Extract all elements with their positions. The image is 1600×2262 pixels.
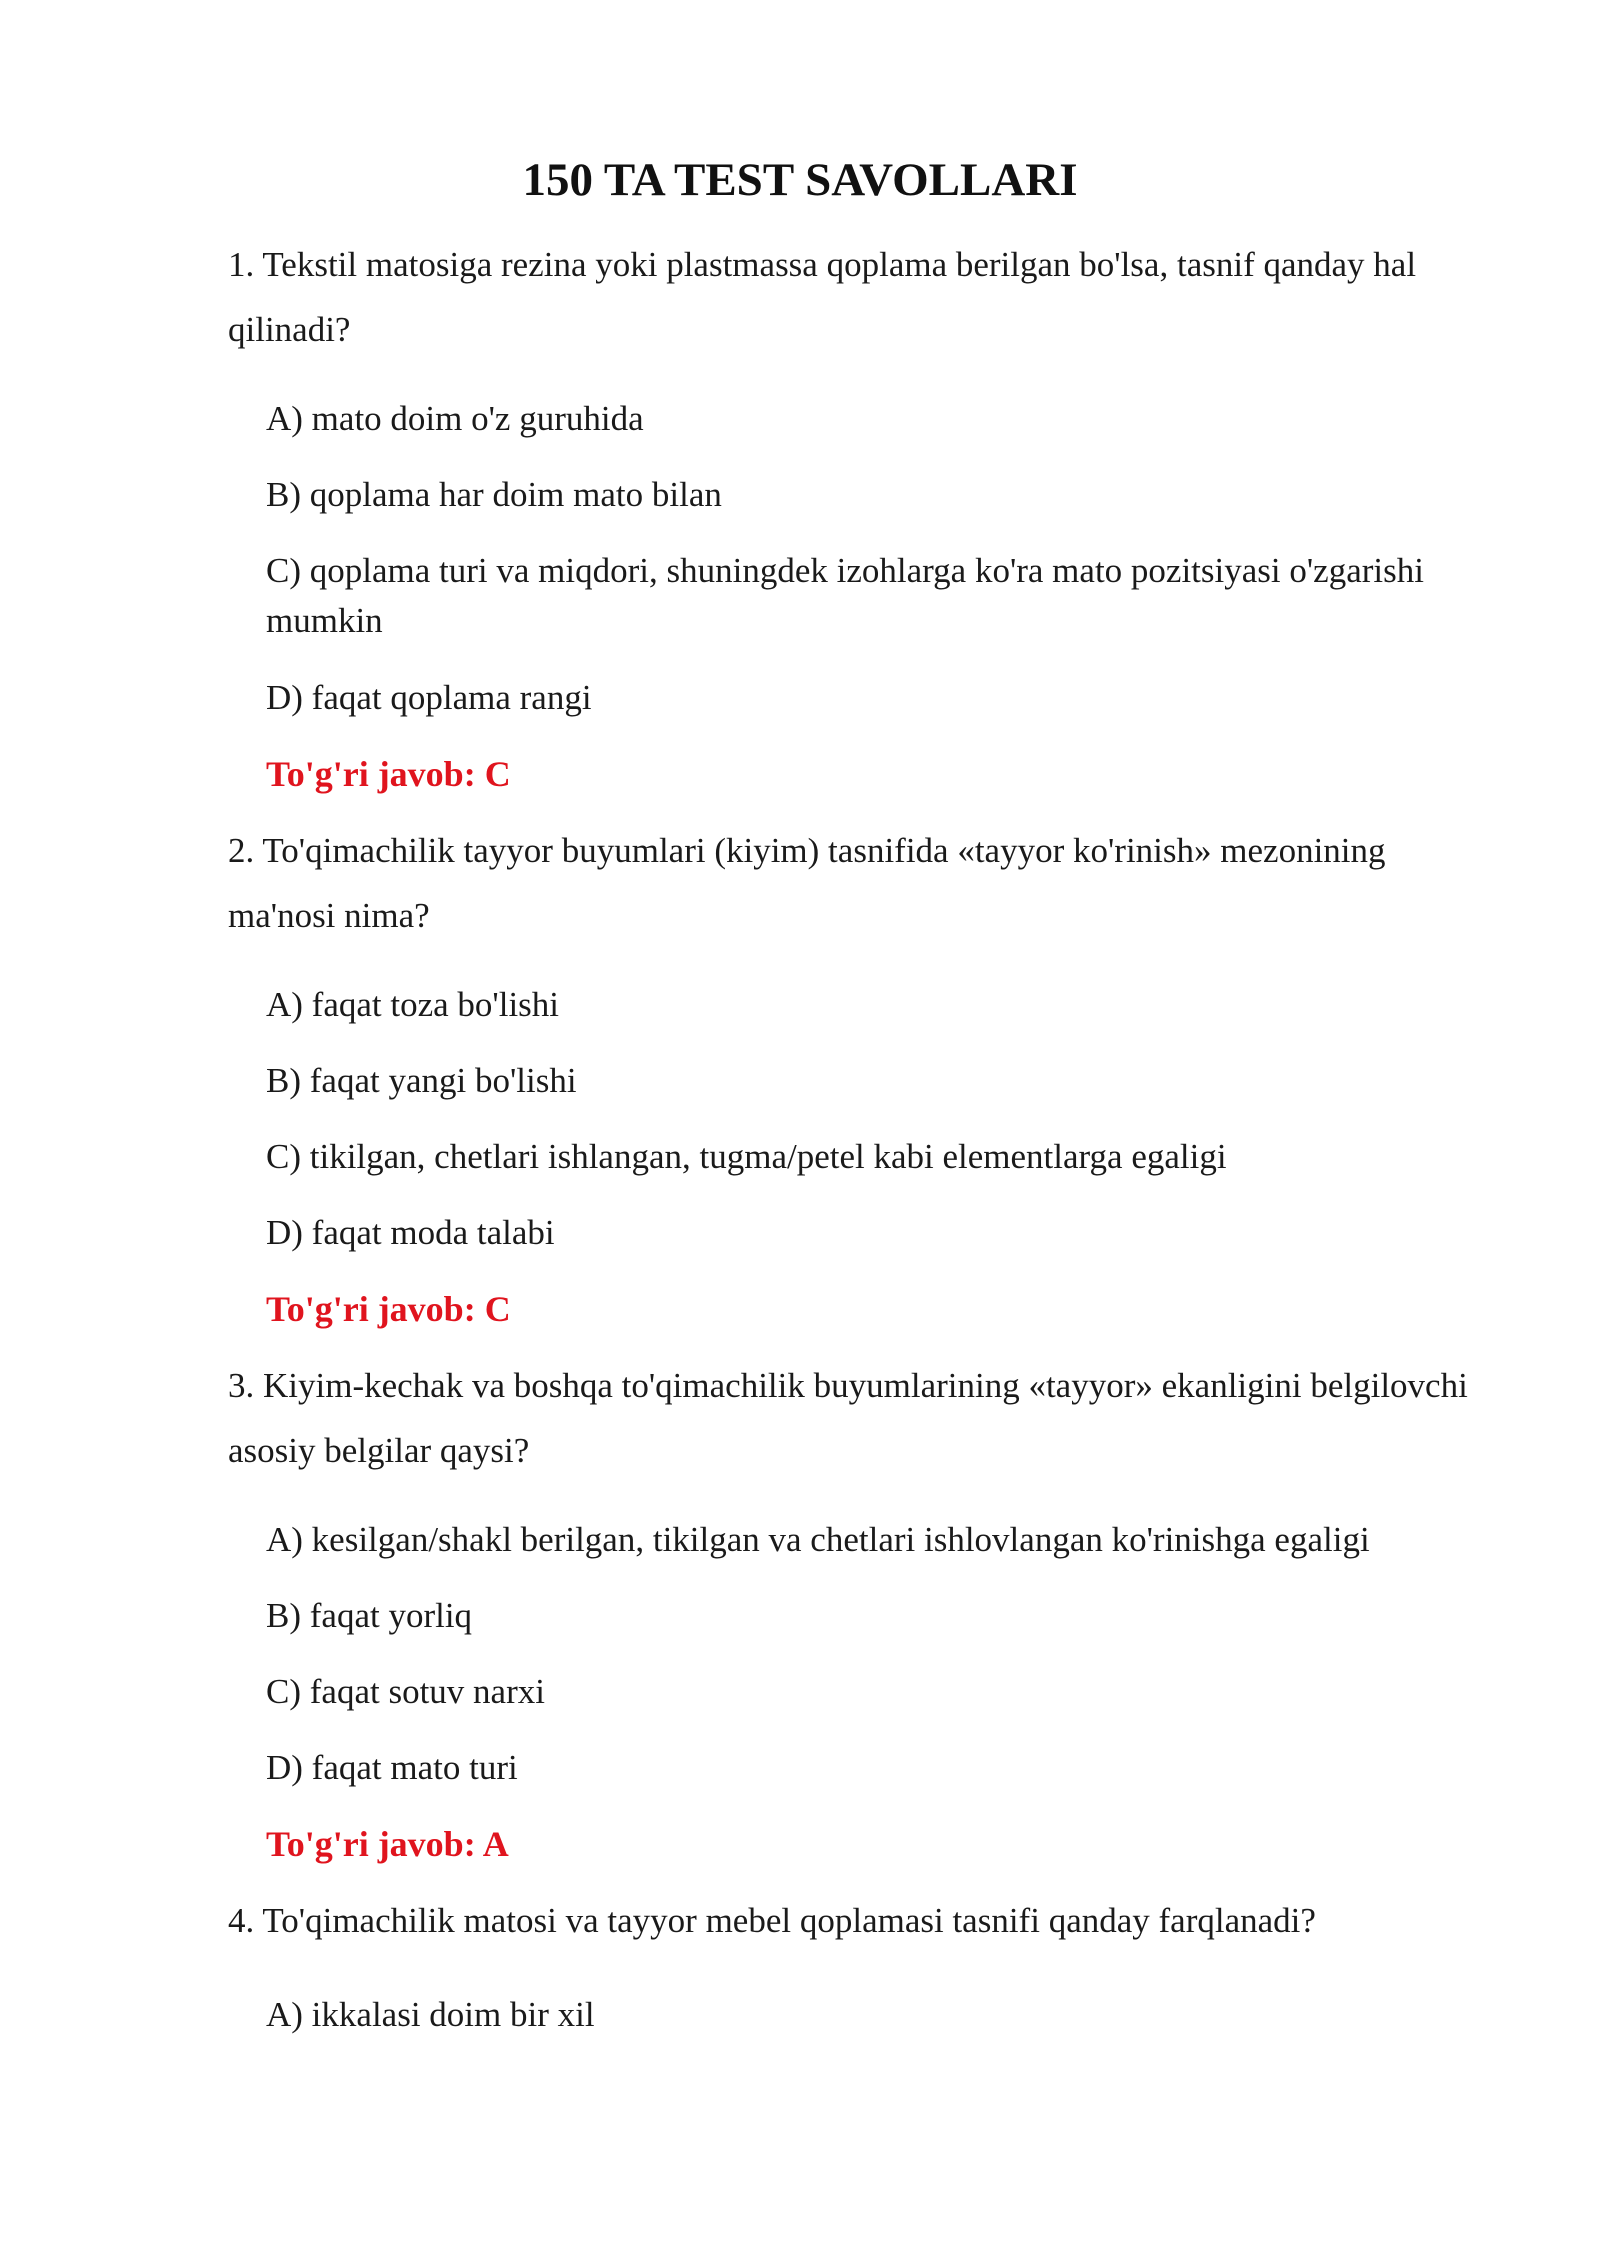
- question-2-option-a: A) faqat toza bo'lishi: [266, 985, 560, 1024]
- question-3-option-c: C) faqat sotuv narxi: [266, 1672, 545, 1711]
- question-1-option-a: A) mato doim o'z guruhida: [266, 399, 644, 438]
- question-2-option-c: C) tikilgan, chetlari ishlangan, tugma/petel kabi elementlarga egaligi: [266, 1137, 1227, 1176]
- question-1-option-c: C) qoplama turi va miqdori, shuningdek izohlarga ko'ra mato pozitsiyasi o'zgarishi mumkin: [266, 551, 1424, 640]
- question-3-option-b: B) faqat yorliq: [266, 1596, 473, 1635]
- question-3-option-d: D) faqat mato turi: [266, 1748, 518, 1787]
- question-3-option-a: A) kesilgan/shakl berilgan, tikilgan va chetlari ishlovlangan ko'rinishga egaligi: [266, 1520, 1370, 1559]
- question-3-answer: To'g'ri javob: A: [266, 1824, 509, 1864]
- question-1-text: 1. Tekstil matosiga rezina yoki plastmassa qoplama berilgan bo'lsa, tasnif qanday hal qilinadi?: [228, 245, 1417, 349]
- question-2-option-d: D) faqat moda talabi: [266, 1213, 555, 1252]
- question-2-option-b: B) faqat yangi bo'lishi: [266, 1061, 577, 1100]
- question-1-option-b: B) qoplama har doim mato bilan: [266, 475, 722, 514]
- question-3-text: 3. Kiyim-kechak va boshqa to'qimachilik buyumlarining «tayyor» ekanligini belgilovchi asosiy belgilar qaysi?: [228, 1366, 1468, 1470]
- page-title: 150 TA TEST SAVOLLARI: [522, 154, 1078, 206]
- question-4-text: 4. To'qimachilik matosi va tayyor mebel qoplamasi tasnifi qanday farqlanadi?: [228, 1901, 1316, 1940]
- question-1-option-d: D) faqat qoplama rangi: [266, 678, 592, 717]
- question-1-answer: To'g'ri javob: C: [266, 754, 511, 794]
- question-4-option-a: A) ikkalasi doim bir xil: [266, 1995, 595, 2034]
- question-2-text: 2. To'qimachilik tayyor buyumlari (kiyim) tasnifida «tayyor ko'rinish» mezonining ma'nosi nima?: [228, 831, 1386, 935]
- question-2-answer: To'g'ri javob: C: [266, 1289, 511, 1329]
